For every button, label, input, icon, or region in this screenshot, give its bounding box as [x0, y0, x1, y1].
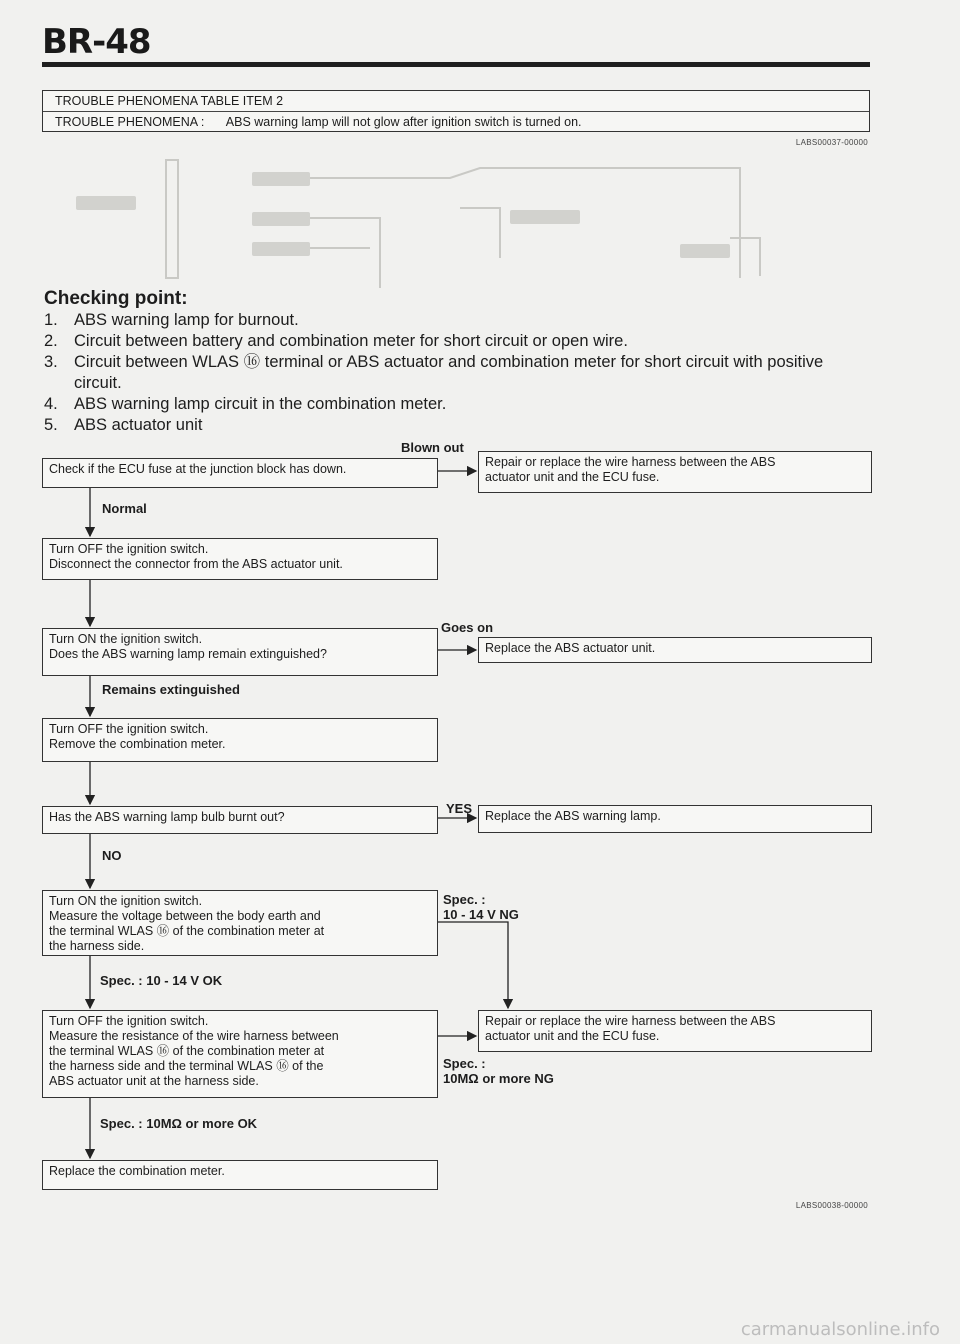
list-item: 1. ABS warning lamp for burnout.: [44, 311, 299, 329]
label-remains-extinguished: Remains extinguished: [102, 682, 240, 697]
list-item: 3. Circuit between WLAS ⑯ terminal or ABS actuator and combination meter for short circuit with positive circuit.: [44, 353, 824, 392]
result-replace-actuator: Replace the ABS actuator unit.: [478, 637, 872, 663]
label-no: NO: [102, 848, 122, 863]
phenomena-label: TROUBLE PHENOMENA :: [55, 115, 205, 129]
list-item: 4. ABS warning lamp circuit in the combination meter.: [44, 395, 447, 413]
label-spec-voltage-ng: Spec. : 10 - 14 V NG: [443, 892, 519, 922]
ref-code-bottom: LABS00038-00000: [795, 1201, 868, 1210]
list-item: 5. ABS actuator unit: [44, 416, 203, 434]
flow-step-3: Turn ON the ignition switch. Does the ABS warning lamp remain extinguished?: [42, 628, 438, 676]
label-goes-on: Goes on: [441, 620, 494, 635]
table-item-row: TROUBLE PHENOMENA TABLE ITEM 2: [43, 91, 869, 112]
phenomena-text: ABS warning lamp will not glow after ignition switch is turned on.: [225, 115, 582, 129]
flow-step-7: Turn OFF the ignition switch. Measure the resistance of the wire harness between the terminal WLAS ⑯ of the combination meter at the harness side and the terminal WLAS ⑯ of the ABS actuator unit at the harness side.: [42, 1010, 438, 1098]
flow-step-1: Check if the ECU fuse at the junction block has down.: [42, 458, 438, 488]
flow-step-4: Turn OFF the ignition switch. Remove the combination meter.: [42, 718, 438, 762]
flow-step-5: Has the ABS warning lamp bulb burnt out?: [42, 806, 438, 834]
result-repair-harness-1: Repair or replace the wire harness between the ABS actuator unit and the ECU fuse.: [478, 451, 872, 493]
page-number: BR-48: [42, 22, 151, 62]
label-spec-resistance-ng: Spec. : 10MΩ or more NG: [443, 1056, 554, 1086]
result-replace-lamp: Replace the ABS warning lamp.: [478, 805, 872, 833]
checking-point-title: Checking point:: [44, 288, 188, 309]
ref-code-top: LABS00037-00000: [795, 138, 868, 147]
label-normal: Normal: [102, 501, 147, 516]
label-yes: YES: [446, 801, 473, 816]
label-blown-out: Blown out: [401, 440, 464, 455]
label-spec-voltage-ok: Spec. : 10 - 14 V OK: [100, 973, 223, 988]
result-repair-harness-2: Repair or replace the wire harness between the ABS actuator unit and the ECU fuse.: [478, 1010, 872, 1052]
flow-step-8: Replace the combination meter.: [42, 1160, 438, 1190]
label-spec-resistance-ok: Spec. : 10MΩ or more OK: [100, 1116, 258, 1131]
flow-step-6: Turn ON the ignition switch. Measure the voltage between the body earth and the terminal WLAS ⑯ of the combination meter at the harness side.: [42, 890, 438, 956]
list-item: 2. Circuit between battery and combination meter for short circuit or open wire.: [44, 332, 628, 350]
watermark: carmanualsonline.info: [740, 1319, 940, 1340]
flow-step-2: Turn OFF the ignition switch. Disconnect the connector from the ABS actuator unit.: [42, 538, 438, 580]
